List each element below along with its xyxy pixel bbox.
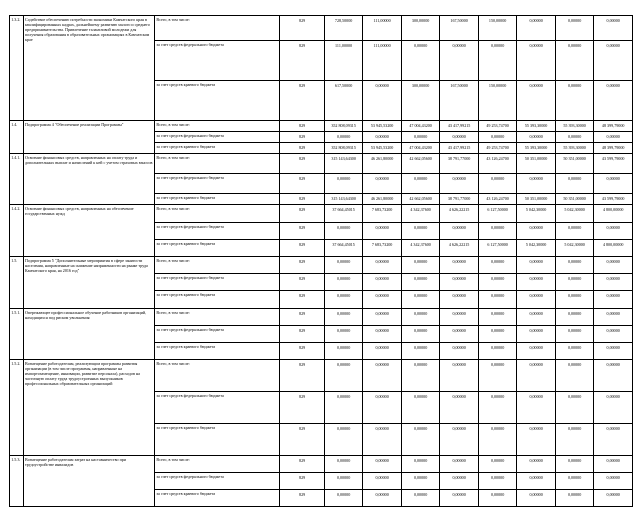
amount-cell: 43 599,79000	[594, 194, 633, 205]
funding-source: Всего, в том числе:	[155, 456, 280, 473]
admin-code: 829	[280, 154, 325, 174]
amount-cell: 0,00000	[555, 309, 594, 326]
amount-cell: 0,00000	[555, 16, 594, 41]
amount-cell: 0,00000	[594, 257, 633, 274]
amount-cell: 300,00000	[401, 16, 440, 41]
budget-table	[9, 15, 633, 507]
item-description: Возмещение работодателям затрат на наставничество при трудоустройстве инвалидов	[23, 456, 154, 507]
amount-cell: 0,00000	[517, 291, 556, 309]
table-row	[10, 360, 633, 392]
amount-cell: 0,00000	[401, 132, 440, 143]
amount-cell: 0,00000	[440, 174, 479, 194]
amount-cell: 5 042,30000	[555, 240, 594, 257]
funding-source: за счет средств краевого бюджета	[155, 143, 280, 154]
amount-cell: 0,00000	[555, 223, 594, 240]
amount-cell: 0,00000	[401, 309, 440, 326]
amount-cell: 0,00000	[594, 343, 633, 360]
amount-cell: 0,00000	[478, 223, 517, 240]
amount-cell: 0,00000	[324, 132, 363, 143]
amount-cell: 0,00000	[555, 81, 594, 121]
amount-cell: 0,00000	[363, 291, 402, 309]
amount-cell: 38 791,77000	[440, 154, 479, 174]
funding-source: за счет средств федерального бюджета	[155, 274, 280, 291]
amount-cell: 0,00000	[478, 343, 517, 360]
table-row	[10, 154, 633, 174]
amount-cell: 0,00000	[517, 343, 556, 360]
amount-cell: 0,00000	[555, 132, 594, 143]
amount-cell: 315 143,64300	[324, 194, 363, 205]
amount-cell: 7 683,73200	[363, 205, 402, 223]
amount-cell: 0,00000	[517, 424, 556, 456]
amount-cell: 0,00000	[594, 424, 633, 456]
funding-source: Всего, в том числе:	[155, 154, 280, 174]
funding-source: за счет средств федерального бюджета	[155, 174, 280, 194]
amount-cell: 48 399,79000	[594, 121, 633, 132]
admin-code: 829	[280, 121, 325, 132]
amount-cell: 0,00000	[401, 392, 440, 424]
amount-cell: 50 351,00000	[555, 194, 594, 205]
amount-cell: 111,00000	[363, 41, 402, 81]
admin-code: 829	[280, 456, 325, 473]
amount-cell: 7 683,73200	[363, 240, 402, 257]
amount-cell: 0,00000	[440, 291, 479, 309]
funding-source: Всего, в том числе:	[155, 16, 280, 41]
amount-cell: 0,00000	[363, 490, 402, 507]
amount-cell: 0,00000	[401, 274, 440, 291]
amount-cell: 4 626,22215	[440, 240, 479, 257]
amount-cell: 0,00000	[517, 81, 556, 121]
amount-cell: 0,00000	[324, 309, 363, 326]
item-description: Возмещение работодателям, реализующим программы развития организации (в том числе программы, направленные на импортозамещение, инновации, развитие персонала), расходов на частичную оплату труда трудоустроенных выпускников профессиональных образовательных организаций	[23, 360, 154, 456]
admin-code: 829	[280, 291, 325, 309]
amount-cell: 0,00000	[517, 274, 556, 291]
amount-cell: 0,00000	[401, 456, 440, 473]
amount-cell: 42 662,05600	[401, 194, 440, 205]
amount-cell: 0,00000	[478, 132, 517, 143]
amount-cell: 53 945,53200	[363, 121, 402, 132]
amount-cell: 0,00000	[401, 326, 440, 343]
amount-cell: 0,00000	[555, 424, 594, 456]
funding-source: за счет средств краевого бюджета	[155, 240, 280, 257]
admin-code: 829	[280, 205, 325, 223]
amount-cell: 50 351,00000	[555, 154, 594, 174]
amount-cell: 0,00000	[440, 274, 479, 291]
funding-source: Всего, в том числе:	[155, 257, 280, 274]
funding-source: за счет средств краевого бюджета	[155, 343, 280, 360]
amount-cell: 5 042,30000	[555, 205, 594, 223]
funding-source: за счет средств федерального бюджета	[155, 132, 280, 143]
amount-cell: 0,00000	[517, 132, 556, 143]
amount-cell: 5 042,30000	[517, 240, 556, 257]
amount-cell: 0,00000	[363, 174, 402, 194]
funding-source: Всего, в том числе:	[155, 309, 280, 326]
funding-source: за счет средств федерального бюджета	[155, 41, 280, 81]
amount-cell: 0,00000	[324, 343, 363, 360]
amount-cell: 0,00000	[324, 291, 363, 309]
funding-source: Всего, в том числе:	[155, 205, 280, 223]
admin-code: 829	[280, 309, 325, 326]
amount-cell: 0,00000	[517, 257, 556, 274]
amount-cell: 0,00000	[440, 326, 479, 343]
amount-cell: 0,00000	[363, 81, 402, 121]
amount-cell: 55 393,30000	[517, 121, 556, 132]
amount-cell: 55 393,30000	[517, 143, 556, 154]
admin-code: 829	[280, 223, 325, 240]
amount-cell: 0,00000	[517, 473, 556, 490]
admin-code: 829	[280, 174, 325, 194]
amount-cell: 47 004,43200	[401, 121, 440, 132]
amount-cell: 0,00000	[324, 274, 363, 291]
amount-cell: 0,00000	[517, 16, 556, 41]
funding-source: за счет средств краевого бюджета	[155, 490, 280, 507]
item-code: 1.4.1.	[10, 154, 24, 205]
amount-cell: 0,00000	[594, 360, 633, 392]
funding-source: за счет средств краевого бюджета	[155, 194, 280, 205]
amount-cell: 0,00000	[401, 223, 440, 240]
item-code: 1.5.1.	[10, 309, 24, 360]
admin-code: 829	[280, 16, 325, 41]
amount-cell: 0,00000	[363, 309, 402, 326]
amount-cell: 42 662,05600	[401, 154, 440, 174]
amount-cell: 4 342,37600	[401, 205, 440, 223]
amount-cell: 43 126,24700	[478, 194, 517, 205]
admin-code: 829	[280, 392, 325, 424]
amount-cell: 46 261,80000	[363, 154, 402, 174]
table-row	[10, 456, 633, 473]
admin-code: 829	[280, 143, 325, 154]
amount-cell: 37 664,45015	[324, 205, 363, 223]
amount-cell: 0,00000	[478, 360, 517, 392]
amount-cell: 0,00000	[324, 223, 363, 240]
amount-cell: 46 261,80000	[363, 194, 402, 205]
amount-cell: 50 351,00000	[517, 194, 556, 205]
amount-cell: 0,00000	[363, 392, 402, 424]
admin-code: 829	[280, 360, 325, 392]
amount-cell: 43 417,99215	[440, 143, 479, 154]
amount-cell: 0,00000	[363, 343, 402, 360]
amount-cell: 0,00000	[555, 174, 594, 194]
item-code: 1.4.2.	[10, 205, 24, 257]
item-code: 1.5.2.	[10, 360, 24, 456]
amount-cell: 0,00000	[440, 41, 479, 81]
item-code: 1.4.	[10, 121, 24, 154]
amount-cell: 43 417,99215	[440, 121, 479, 132]
amount-cell: 0,00000	[363, 424, 402, 456]
amount-cell: 0,00000	[324, 473, 363, 490]
amount-cell: 0,00000	[478, 174, 517, 194]
amount-cell: 6 127,50000	[478, 205, 517, 223]
amount-cell: 0,00000	[594, 41, 633, 81]
amount-cell: 0,00000	[555, 41, 594, 81]
amount-cell: 0,00000	[478, 326, 517, 343]
funding-source: Всего, в том числе:	[155, 360, 280, 392]
amount-cell: 0,00000	[517, 223, 556, 240]
amount-cell: 0,00000	[555, 490, 594, 507]
amount-cell: 0,00000	[324, 174, 363, 194]
amount-cell: 0,00000	[517, 456, 556, 473]
amount-cell: 0,00000	[324, 424, 363, 456]
item-description: Освоение финансовых средств, направленных на оплату труда и дополнительных выплат и начислений к ней с учетом страховых взносов	[23, 154, 154, 205]
amount-cell: 0,00000	[594, 291, 633, 309]
amount-cell: 0,00000	[363, 274, 402, 291]
amount-cell: 0,00000	[517, 360, 556, 392]
amount-cell: 0,00000	[555, 456, 594, 473]
amount-cell: 50 351,00000	[517, 154, 556, 174]
amount-cell: 0,00000	[440, 490, 479, 507]
amount-cell: 0,00000	[594, 392, 633, 424]
amount-cell: 0,00000	[517, 41, 556, 81]
amount-cell: 0,00000	[401, 174, 440, 194]
admin-code: 829	[280, 473, 325, 490]
amount-cell: 352 808,09315	[324, 143, 363, 154]
amount-cell: 0,00000	[401, 424, 440, 456]
amount-cell: 0,00000	[555, 326, 594, 343]
amount-cell: 5 042,30000	[517, 205, 556, 223]
amount-cell: 0,00000	[594, 174, 633, 194]
amount-cell: 0,00000	[401, 490, 440, 507]
table-row	[10, 257, 633, 274]
amount-cell: 47 004,43200	[401, 143, 440, 154]
amount-cell: 111,00000	[324, 41, 363, 81]
amount-cell: 0,00000	[478, 41, 517, 81]
amount-cell: 0,00000	[555, 274, 594, 291]
amount-cell: 0,00000	[363, 473, 402, 490]
amount-cell: 0,00000	[594, 490, 633, 507]
amount-cell: 38 791,77000	[440, 194, 479, 205]
amount-cell: 43 599,79000	[594, 154, 633, 174]
funding-source: за счет средств федерального бюджета	[155, 223, 280, 240]
amount-cell: 0,00000	[478, 309, 517, 326]
amount-cell: 0,00000	[440, 456, 479, 473]
amount-cell: 0,00000	[440, 360, 479, 392]
amount-cell: 0,00000	[363, 223, 402, 240]
amount-cell: 0,00000	[324, 392, 363, 424]
amount-cell: 0,00000	[440, 257, 479, 274]
amount-cell: 37 664,45015	[324, 240, 363, 257]
amount-cell: 0,00000	[478, 274, 517, 291]
item-description: Освоение финансовых средств, направленных на обеспечение государственных нужд	[23, 205, 154, 257]
amount-cell: 0,00000	[363, 326, 402, 343]
amount-cell: 0,00000	[555, 257, 594, 274]
amount-cell: 6 127,50000	[478, 240, 517, 257]
amount-cell: 4 626,22215	[440, 205, 479, 223]
item-description: Подпрограмма 4 "Обеспечение реализации Программы"	[23, 121, 154, 154]
amount-cell: 0,00000	[401, 291, 440, 309]
amount-cell: 4 800,00000	[594, 240, 633, 257]
amount-cell: 0,00000	[517, 392, 556, 424]
amount-cell: 0,00000	[401, 41, 440, 81]
amount-cell: 0,00000	[478, 473, 517, 490]
amount-cell: 0,00000	[440, 223, 479, 240]
budget-table-body	[10, 16, 633, 507]
amount-cell: 0,00000	[555, 392, 594, 424]
amount-cell: 0,00000	[324, 360, 363, 392]
amount-cell: 0,00000	[440, 343, 479, 360]
item-code: 1.5.	[10, 257, 24, 309]
amount-cell: 0,00000	[363, 132, 402, 143]
amount-cell: 0,00000	[440, 424, 479, 456]
funding-source: за счет средств краевого бюджета	[155, 424, 280, 456]
admin-code: 829	[280, 343, 325, 360]
amount-cell: 0,00000	[324, 257, 363, 274]
funding-source: за счет средств федерального бюджета	[155, 392, 280, 424]
table-row	[10, 205, 633, 223]
funding-source: за счет средств федерального бюджета	[155, 326, 280, 343]
amount-cell: 0,00000	[555, 343, 594, 360]
amount-cell: 0,00000	[594, 81, 633, 121]
amount-cell: 0,00000	[555, 473, 594, 490]
amount-cell: 0,00000	[517, 309, 556, 326]
item-description: Содействие обеспечению потребности экономики Камчатского края в квалифицированных кадрах, дальнейшему развитию малого и среднего предпринимательства. Привлечение талантливой молодежи для получения образования в образовательных организациях в Камчатском крае	[23, 16, 154, 121]
amount-cell: 315 143,64300	[324, 154, 363, 174]
item-description: Опережающее профессиональное обучение работников организаций, находящихся под риском увольнения	[23, 309, 154, 360]
budget-table-page	[9, 15, 633, 507]
amount-cell: 167,50000	[440, 16, 479, 41]
amount-cell: 0,00000	[363, 257, 402, 274]
table-row	[10, 16, 633, 41]
item-code: 1.5.3.	[10, 456, 24, 507]
table-row	[10, 309, 633, 326]
amount-cell: 0,00000	[478, 392, 517, 424]
amount-cell: 43 126,24700	[478, 154, 517, 174]
amount-cell: 55 393,30000	[555, 143, 594, 154]
amount-cell: 49 253,74700	[478, 121, 517, 132]
admin-code: 829	[280, 194, 325, 205]
amount-cell: 0,00000	[517, 326, 556, 343]
amount-cell: 617,50000	[324, 81, 363, 121]
amount-cell: 4 800,00000	[594, 205, 633, 223]
amount-cell: 0,00000	[440, 392, 479, 424]
amount-cell: 0,00000	[594, 473, 633, 490]
amount-cell: 0,00000	[594, 274, 633, 291]
admin-code: 829	[280, 41, 325, 81]
amount-cell: 0,00000	[440, 309, 479, 326]
amount-cell: 0,00000	[594, 132, 633, 143]
admin-code: 829	[280, 424, 325, 456]
amount-cell: 0,00000	[401, 343, 440, 360]
funding-source: Всего, в том числе:	[155, 121, 280, 132]
amount-cell: 55 393,30000	[555, 121, 594, 132]
amount-cell: 49 253,74700	[478, 143, 517, 154]
amount-cell: 150,00000	[478, 81, 517, 121]
funding-source: за счет средств краевого бюджета	[155, 81, 280, 121]
funding-source: за счет средств федерального бюджета	[155, 473, 280, 490]
funding-source: за счет средств краевого бюджета	[155, 291, 280, 309]
amount-cell: 0,00000	[363, 456, 402, 473]
amount-cell: 728,50000	[324, 16, 363, 41]
amount-cell: 167,50000	[440, 81, 479, 121]
amount-cell: 150,00000	[478, 16, 517, 41]
amount-cell: 0,00000	[594, 326, 633, 343]
amount-cell: 0,00000	[478, 456, 517, 473]
amount-cell: 0,00000	[324, 326, 363, 343]
amount-cell: 0,00000	[594, 309, 633, 326]
amount-cell: 53 945,53200	[363, 143, 402, 154]
amount-cell: 0,00000	[478, 490, 517, 507]
amount-cell: 0,00000	[478, 291, 517, 309]
item-code: 1.3.2.	[10, 16, 24, 121]
amount-cell: 0,00000	[478, 257, 517, 274]
amount-cell: 0,00000	[555, 291, 594, 309]
amount-cell: 4 342,37600	[401, 240, 440, 257]
amount-cell: 111,00000	[363, 16, 402, 41]
amount-cell: 300,00000	[401, 81, 440, 121]
amount-cell: 0,00000	[517, 490, 556, 507]
amount-cell: 0,00000	[363, 360, 402, 392]
admin-code: 829	[280, 257, 325, 274]
amount-cell: 0,00000	[517, 174, 556, 194]
admin-code: 829	[280, 81, 325, 121]
amount-cell: 0,00000	[440, 132, 479, 143]
amount-cell: 0,00000	[478, 424, 517, 456]
amount-cell: 0,00000	[401, 257, 440, 274]
admin-code: 829	[280, 132, 325, 143]
admin-code: 829	[280, 240, 325, 257]
amount-cell: 352 808,09315	[324, 121, 363, 132]
admin-code: 829	[280, 326, 325, 343]
amount-cell: 0,00000	[594, 16, 633, 41]
admin-code: 829	[280, 274, 325, 291]
amount-cell: 0,00000	[440, 473, 479, 490]
admin-code: 829	[280, 490, 325, 507]
amount-cell: 0,00000	[401, 360, 440, 392]
item-description: Подпрограмма 5 "Дополнительные мероприятия в сфере занятости населения, направленные на снижение напряженности на рынке труда Камчатского края, на 2016 год"	[23, 257, 154, 309]
table-row	[10, 121, 633, 132]
amount-cell: 0,00000	[401, 473, 440, 490]
amount-cell: 0,00000	[324, 456, 363, 473]
amount-cell: 0,00000	[594, 223, 633, 240]
amount-cell: 0,00000	[594, 456, 633, 473]
amount-cell: 48 399,79000	[594, 143, 633, 154]
amount-cell: 0,00000	[324, 490, 363, 507]
amount-cell: 0,00000	[555, 360, 594, 392]
